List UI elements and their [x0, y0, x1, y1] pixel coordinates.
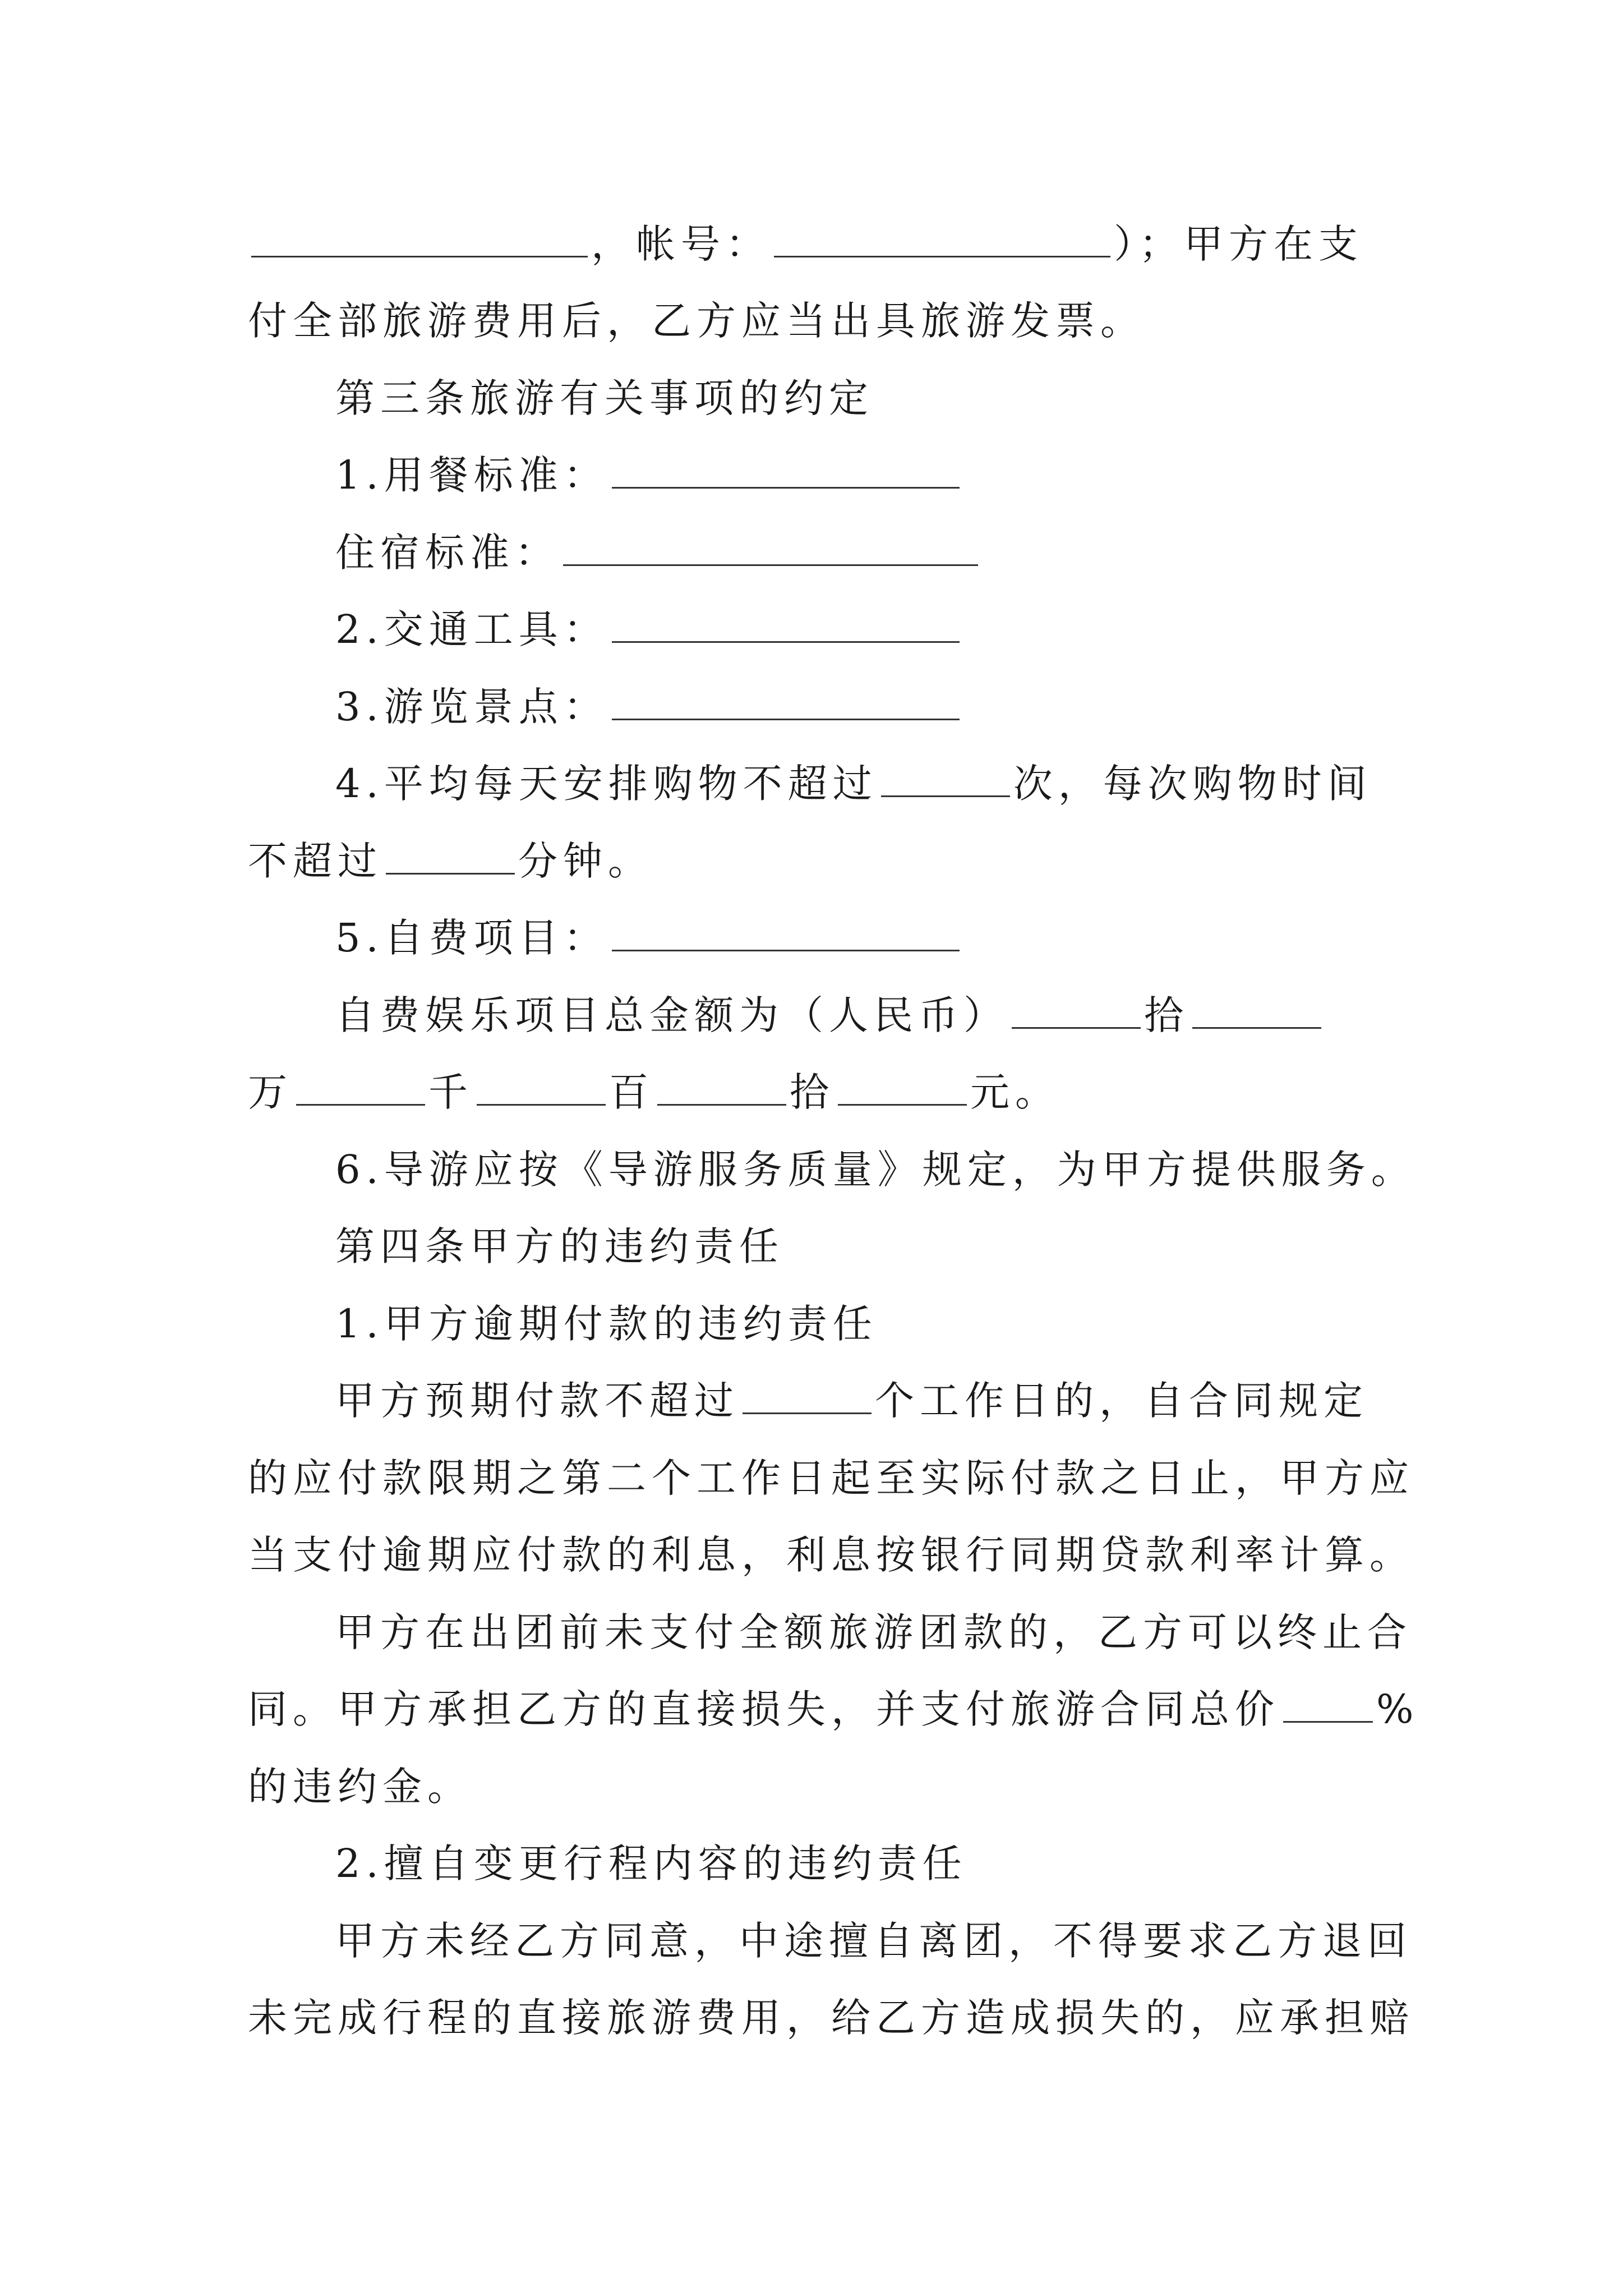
paragraph-line: 6.导游应按《导游服务质量》规定，为甲方提供服务。 — [335, 1147, 1416, 1193]
paragraph-line: 甲方未经乙方同意，中途擅自离团，不得要求乙方退回 — [335, 1918, 1412, 1964]
amount-blank[interactable] — [1192, 987, 1321, 1029]
lodging-standard-line: 住宿标准： — [0, 519, 1623, 586]
paragraph-line: 的违约金。 — [248, 1764, 472, 1810]
paragraph-line: 付全部旅游费用后，乙方应当出具旅游发票。 — [248, 298, 1145, 344]
amount-blank[interactable] — [657, 1064, 786, 1106]
sights-line: 3.游览景点： — [0, 673, 1623, 740]
amount-blank[interactable] — [838, 1064, 967, 1106]
paragraph-line: 当支付逾期应付款的利息，利息按银行同期贷款利率计算。 — [248, 1532, 1414, 1578]
transport-line: 2.交通工具： — [0, 596, 1623, 663]
amount-blank[interactable] — [296, 1064, 425, 1106]
sights-blank[interactable] — [612, 678, 960, 720]
section-heading: 第三条旅游有关事项的约定 — [335, 375, 874, 421]
blank-field[interactable] — [251, 215, 588, 257]
paragraph-line: 的应付款限期之第二个工作日起至实际付款之日止，甲方应 — [248, 1455, 1414, 1501]
workdays-blank[interactable] — [743, 1372, 872, 1414]
subsection-heading: 1.甲方逾期付款的违约责任 — [335, 1301, 878, 1347]
payment-account-line: ，帐号： ）；甲方在支 — [0, 210, 1623, 278]
shopping-count-blank[interactable] — [881, 755, 1010, 797]
shopping-frequency-line: 4.平均每天安排购物不超过 次，每次购物时间 — [0, 750, 1623, 817]
transport-blank[interactable] — [612, 601, 960, 643]
paragraph-line: 未完成行程的直接旅游费用，给乙方造成损失的，应承担赔 — [248, 1995, 1414, 2041]
penalty-percent-line: 同。甲方承担乙方的直接损失，并支付旅游合同总价 % — [0, 1676, 1623, 1743]
optional-items-line: 5.自费项目： — [0, 904, 1623, 972]
subsection-heading: 2.擅自变更行程内容的违约责任 — [335, 1841, 967, 1887]
amount-blank[interactable] — [1012, 987, 1141, 1029]
paragraph-line: 甲方在出团前未支付全额旅游团款的，乙方可以终止合 — [335, 1609, 1412, 1655]
amount-blank[interactable] — [477, 1064, 606, 1106]
percent-blank[interactable] — [1283, 1681, 1373, 1723]
meal-standard-blank[interactable] — [612, 447, 960, 489]
account-number-blank[interactable] — [774, 215, 1110, 257]
late-payment-line: 甲方预期付款不超过 个工作日的，自合同规定 — [0, 1367, 1623, 1434]
section-heading: 第四条甲方的违约责任 — [335, 1223, 784, 1269]
optional-items-blank[interactable] — [612, 909, 960, 951]
shopping-duration-line: 不超过 分钟。 — [0, 827, 1623, 895]
shopping-minutes-blank[interactable] — [386, 832, 515, 875]
lodging-standard-blank[interactable] — [563, 524, 978, 566]
meal-standard-line: 1.用餐标准： — [0, 441, 1623, 509]
optional-amount-line: 自费娱乐项目总金额为（人民币） 拾 — [0, 982, 1623, 1049]
optional-amount-units-line: 万 千 百 拾 元。 — [0, 1059, 1623, 1126]
